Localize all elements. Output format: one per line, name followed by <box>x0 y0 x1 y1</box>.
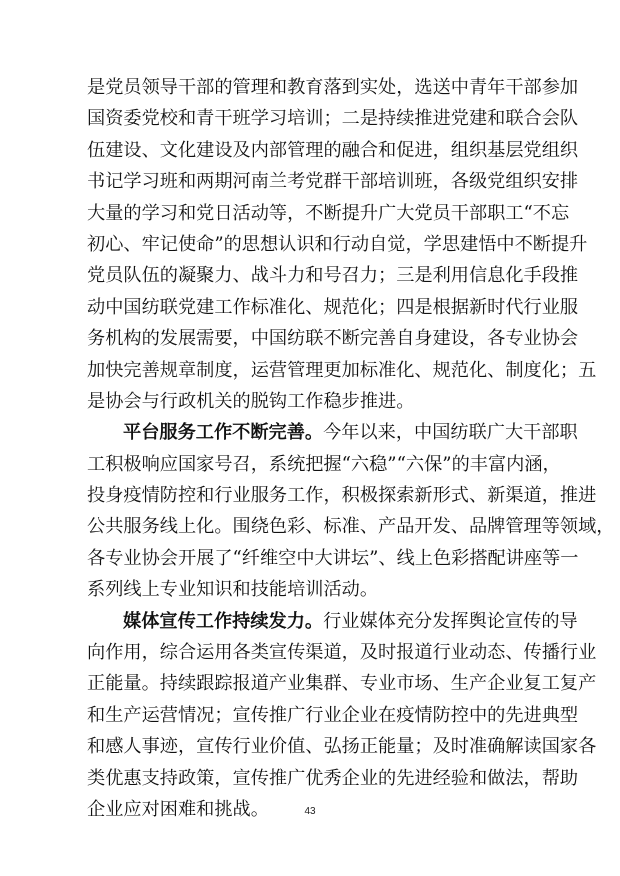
paragraph-2-line-1-text: 今年以来，中国纺联广大干部职 <box>323 422 578 444</box>
paragraph-2-line-3: 投身疫情防控和行业服务工作，积极探索新形式、新渠道，推进 <box>87 485 597 507</box>
paragraph-1-line-1: 是党员领导干部的管理和教育落到实处，选送中青年干部参加 <box>87 77 579 98</box>
paragraph-3-line-4: 和生产运营情况；宣传推广行业企业在疫情防控中的先进典型 <box>87 704 579 726</box>
paragraph-2-line-1 <box>87 417 578 448</box>
paragraph-1-line-11: 是协会与行政机关的脱钩工作稳步推进。 <box>87 390 415 412</box>
paragraph-1-line-8: 动中国纺联党建工作标准化、规范化；四是根据新时代行业服 <box>87 296 579 318</box>
paragraph-1-line-6: 初心、牢记使命”的思想认识和行动自觉，学思建悟中不断提升 <box>87 233 588 255</box>
paragraph-1-line-7: 党员队伍的凝聚力、战斗力和号召力；三是利用信息化手段推 <box>87 265 579 287</box>
paragraph-2-line-6: 系列线上专业知识和技能培训活动。 <box>87 579 379 601</box>
body-text <box>87 72 615 825</box>
paragraph-3-line-7: 企业应对困难和挑战。 <box>87 798 269 820</box>
paragraph-3-line-6: 类优惠支持政策，宣传推广优秀企业的先进经验和做法，帮助 <box>87 767 579 789</box>
paragraph-2-heading: 平台服务工作不断完善。 <box>123 422 324 444</box>
paragraph-2-line-4: 公共服务线上化。围绕色彩、标准、产品开发、品牌管理等领域， <box>87 516 615 538</box>
paragraph-1-line-2: 国资委党校和青干班学习培训；二是持续推进党建和联合会队 <box>87 108 579 130</box>
paragraph-1-line-10: 加快完善规章制度，运营管理更加标准化、规范化、制度化；五 <box>87 359 597 381</box>
paragraph-3-line-1 <box>87 606 578 637</box>
paragraph-3-line-2: 向作用，综合运用各类宣传渠道，及时报道行业动态、传播行业 <box>87 642 597 664</box>
paragraph-3-line-3: 正能量。持续跟踪报道产业集群、专业市场、生产企业复工复产 <box>87 673 597 695</box>
page-number: 43 <box>304 806 316 817</box>
paragraph-1-line-3: 伍建设、文化建设及内部管理的融合和促进，组织基层党组织 <box>87 139 579 161</box>
paragraph-1-line-9: 务机构的发展需要，中国纺联不断完善自身建设，各专业协会 <box>87 328 579 350</box>
paragraph-3-heading: 媒体宣传工作持续发力。 <box>123 610 324 632</box>
paragraph-3-line-1-text: 行业媒体充分发挥舆论宣传的导 <box>323 610 578 632</box>
paragraph-3-line-5: 和感人事迹，宣传行业价值、弘扬正能量；及时准确解读国家各 <box>87 736 597 758</box>
paragraph-1-line-4: 书记学习班和两期河南兰考党群干部培训班，各级党组织安排 <box>87 171 579 193</box>
paragraph-1-line-5: 大量的学习和党日活动等，不断提升广大党员干部职工“不忘 <box>87 202 570 224</box>
paragraph-2-line-2: 工积极响应国家号召，系统把握“六稳”“六保”的丰富内涵， <box>87 453 561 475</box>
paragraph-2-line-5: 各专业协会开展了“纤维空中大讲坛”、线上色彩搭配讲座等一 <box>87 547 579 569</box>
